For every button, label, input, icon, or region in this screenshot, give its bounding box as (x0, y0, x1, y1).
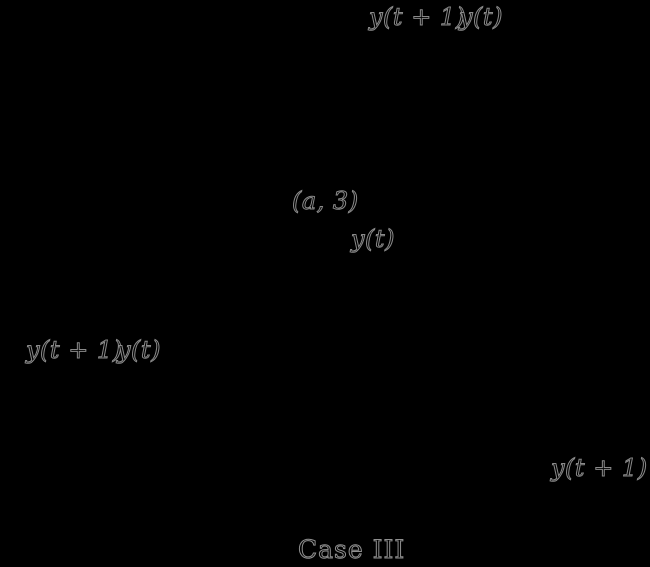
point-label: (a, 3) (292, 187, 359, 215)
figure-caption: Case III (298, 535, 406, 564)
state-label-left-next: y(t + 1) (26, 336, 123, 364)
state-label-bottom-next: y(t + 1) (551, 454, 648, 482)
state-label-top-current: y(t) (459, 3, 503, 31)
state-label-top-next: y(t + 1) (369, 3, 466, 31)
state-label-middle-current: y(t) (351, 225, 395, 253)
state-label-left-current: y(t) (117, 336, 161, 364)
